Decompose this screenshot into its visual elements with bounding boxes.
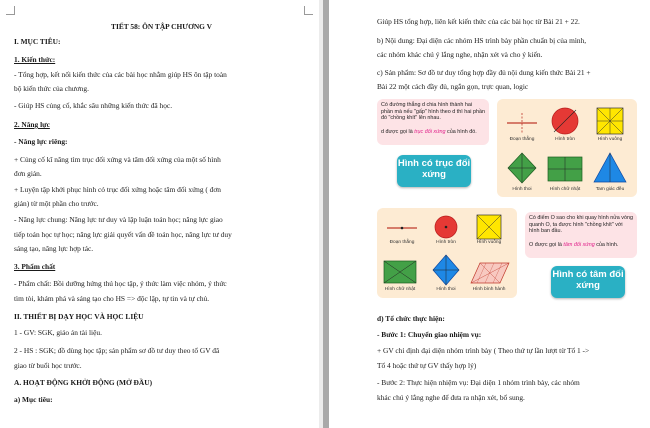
rectangle-center-icon [383, 260, 417, 284]
document-page-right [329, 0, 650, 428]
paragraph-line: + Luyện tập khởi phục hình có trục đối xứng hoặc tâm đối xứng ( đơn [14, 185, 221, 194]
paragraph-line: sáng tạo, năng lực hợp tác. [14, 244, 94, 253]
shape-caption: Hình vuông [476, 240, 502, 245]
center-term-line: O được gọi là tâm đối xứng của hình. [529, 242, 619, 248]
step-heading: - Bước 1: Chuyển giao nhiệm vụ: [377, 330, 482, 339]
shape-caption: Hình vuông [597, 137, 623, 142]
paragraph-line: tiếp toán học tự học; năng lực giải quyết vấn đề toán học, năng lực tư duy [14, 230, 232, 239]
axis-symmetry-label: Hình có trục đối xứng [397, 155, 471, 187]
paragraph-line: - Năng lực riêng: [14, 137, 68, 146]
shape-caption: Hình tròn [436, 240, 456, 245]
subsection-heading: 2. Năng lực [14, 120, 50, 129]
paragraph-line: các nhóm khác chú ý lắng nghe, nhận xét và cho ý kiến. [377, 50, 543, 59]
page-edge [319, 0, 323, 428]
subsection-heading: 1. Kiến thức: [14, 55, 56, 64]
corner-mark [6, 6, 15, 15]
paragraph-line: + GV chỉ định đại diện nhóm trình bày ( Theo thứ tự lần lượt từ Tổ 1 -> [377, 346, 590, 355]
paragraph-line: 2 - HS : SGK; đồ dùng học tập; sản phẩm sơ đồ tư duy theo tổ GV đã [14, 346, 220, 355]
circle-axis-icon [550, 106, 580, 136]
center-definition: Có điểm O sao cho khi quay hình nửa vòng quanh O, ta được hình "chồng khít" với hình ban đầu. [529, 215, 633, 235]
paragraph-line: giao từ buổi học trước. [14, 361, 82, 370]
subsection-heading: a) Mục tiêu: [14, 395, 53, 404]
shape-caption: Hình thoi [436, 287, 456, 292]
square-center-icon [476, 214, 502, 240]
shape-caption: Hình bình hành [472, 287, 506, 292]
paragraph-line: c) Sản phẩm: Sơ đồ tư duy tổng hợp đầy đủ nội dung kiến thức Bài 21 + [377, 68, 591, 77]
paragraph-line: khác chú ý lắng nghe để đưa ra nhận xét, bổ sung. [377, 393, 525, 402]
circle-center-icon [433, 214, 459, 240]
step-heading: - Bước 2: Thực hiện nhiệm vụ: Đại diện 1 nhóm trình bày, các nhóm [377, 378, 580, 387]
segment-axis-icon [505, 108, 539, 134]
paragraph-line: + Củng cố kĩ năng tìm trục đối xứng và tâm đối xứng của một số hình [14, 155, 221, 164]
section-heading: I. MỤC TIÊU: [14, 37, 61, 46]
shape-caption: Hình chữ nhật [549, 187, 581, 192]
paragraph-line: - Tổng hợp, kết nối kiến thức của các bài học nhằm giúp HS ôn tập toàn [14, 70, 227, 79]
paragraph-line: 1 - GV: SGK, giáo án tài liệu. [14, 328, 102, 337]
shape-caption: Đoạn thẳng [389, 240, 415, 245]
paragraph-line: Giúp HS tổng hợp, liên kết kiến thức của các bài học từ Bài 21 + 22. [377, 17, 580, 26]
subsection-heading: 3. Phẩm chất [14, 262, 56, 271]
paragraph-line: giản) từ một phần cho trước. [14, 199, 99, 208]
shape-caption: Tam giác đều [595, 187, 625, 192]
paragraph-line: bộ kiến thức của chương. [14, 84, 89, 93]
axis-definition: Có đường thẳng d chia hình thành hai phần mà nếu "gấp" hình theo d thì hai phần đó "chồng khít" lên nhau. [381, 102, 485, 122]
shape-caption: Đoạn thẳng [509, 137, 535, 142]
section-heading: A. HOẠT ĐỘNG KHỞI ĐỘNG (MỞ ĐẦU) [14, 378, 153, 387]
paragraph-line: tìm tòi, khám phá và sáng tạo cho HS => độc lập, tự tin và tự chủ. [14, 294, 210, 303]
page-title: TIẾT 58: ÔN TẬP CHƯƠNG V [111, 22, 212, 31]
rhombus-center-icon [432, 254, 460, 286]
shape-caption: Hình thoi [512, 187, 532, 192]
paragraph-line: Bài 22 một cách đầy đủ, ngắn gọn, trực quan, logic [377, 82, 529, 91]
square-axis-icon [595, 106, 625, 136]
parallelogram-center-icon [470, 262, 510, 284]
paragraph-line: - Phẩm chất: Bồi dưỡng hứng thú học tập, ý thức làm việc nhóm, ý thức [14, 279, 227, 288]
rectangle-axis-icon [547, 156, 583, 182]
document-page-left [0, 0, 323, 428]
rhombus-axis-icon [507, 152, 537, 184]
paragraph-line: - Giúp HS củng cố, khắc sâu những kiến thức đã học. [14, 101, 173, 110]
paragraph-line: - Năng lực chung: Năng lực tư duy và lập luận toán học; năng lực giao [14, 215, 223, 224]
paragraph-line: b) Nội dung: Đại diện các nhóm HS trình bày phần chuẩn bị của mình, [377, 36, 587, 45]
segment-center-icon [385, 218, 419, 238]
axis-term-line: d được gọi là trục đối xứng của hình đó. [381, 129, 477, 135]
triangle-axis-icon [593, 152, 627, 184]
shape-caption: Hình tròn [555, 137, 575, 142]
paragraph-line: Tổ 4 hoặc thứ tự GV thấy hợp lý) [377, 361, 477, 370]
section-heading: II. THIẾT BỊ DẠY HỌC VÀ HỌC LIỆU [14, 312, 144, 321]
center-symmetry-label: Hình có tâm đối xứng [551, 266, 625, 298]
subsection-heading: d) Tổ chức thực hiện: [377, 314, 445, 323]
corner-mark [304, 6, 313, 15]
paragraph-line: đơn giản. [14, 169, 42, 178]
shape-caption: Hình chữ nhật [384, 287, 416, 292]
